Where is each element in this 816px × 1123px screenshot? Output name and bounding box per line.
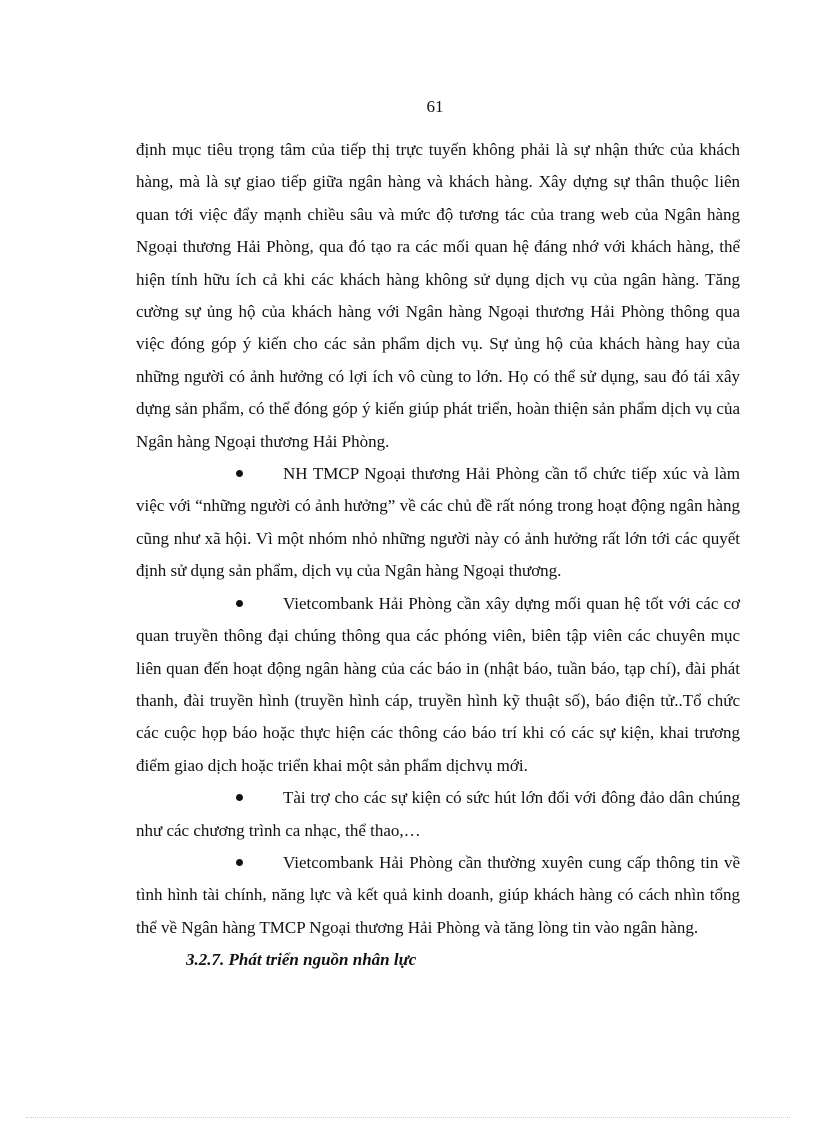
bullet-dot-icon [236, 470, 243, 477]
bullet-text: Vietcombank Hải Phòng cần thường xuyên cung cấp thông tin về tình hình tài chính, năng lực và kết quả kinh doanh, giúp khách hàng có cách nhìn tổng thể về Ngân hàng TMCP Ngoại thương Hải Phòng và tăng lòng tin vào ngân hàng. [136, 852, 740, 937]
page-number: 61 [426, 97, 444, 116]
footer-dotted-rule [26, 1117, 790, 1118]
bullet-paragraph-3 [136, 782, 740, 847]
bullet-paragraph-2 [136, 588, 740, 782]
bullet-text: Vietcombank Hải Phòng cần xây dựng mối quan hệ tốt với các cơ quan truyền thông đại chúng thông qua các phóng viên, biên tập viên các chuyên mục liên quan đến hoạt động ngân hàng của các báo in (nhật báo, tuần báo, tạp chí), đài phát thanh, đài truyền hình (truyền hình cáp, truyền hình kỹ thuật số), báo điện tử..Tổ chức các cuộc họp báo hoặc thực hiện các thông cáo báo trí khi có các sự kiện, khai trương điểm giao dịch hoặc triển khai một sản phẩm dịchvụ mới. [136, 593, 740, 775]
bullet-dot-icon [236, 794, 243, 801]
bullet-dot-icon [236, 600, 243, 607]
bullet-paragraph-1 [136, 458, 740, 588]
bullet-dot-icon [236, 859, 243, 866]
bullet-text: NH TMCP Ngoại thương Hải Phòng cần tổ chức tiếp xúc và làm việc với “những người có ảnh hưởng” về các chủ đề rất nóng trong hoạt động ngân hàng cũng như xã hội. Vì một nhóm nhỏ những người này có ảnh hưởng rất lớn tới các quyết định sử dụng sản phẩm, dịch vụ của Ngân hàng Ngoại thương. [136, 464, 740, 581]
intro-paragraph: định mục tiêu trọng tâm của tiếp thị trực tuyến không phải là sự nhận thức của khách hàng, mà là sự giao tiếp giữa ngân hàng và khách hàng. Xây dựng sự thân thuộc liên quan tới việc đẩy mạnh chiều sâu và mức độ tương tác của trang web của Ngân hàng Ngoại thương Hải Phòng, qua đó tạo ra các mối quan hệ đáng nhớ với khách hàng, thể hiện tính hữu ích cả khi các khách hàng không sử dụng dịch vụ của ngân hàng. Tăng cường sự ủng hộ của khách hàng với Ngân hàng Ngoại thương Hải Phòng thông qua việc đóng góp ý kiến cho các sản phẩm dịch vụ. Sự ủng hộ của khách hàng hay của những người có ảnh hưởng có lợi ích vô cùng to lớn. Họ có thể sử dụng, sau đó tái xây dựng sản phẩm, có thể đóng góp ý kiến giúp phát triển, hoàn thiện sản phẩm dịch vụ của Ngân hàng Ngoại thương Hải Phòng. [136, 140, 740, 451]
bullet-text: Tài trợ cho các sự kiện có sức hút lớn đối với đông đảo dân chúng như các chương trình ca nhạc, thể thao,… [136, 788, 740, 840]
body-text [136, 134, 740, 977]
bullet-paragraph-4 [136, 847, 740, 944]
section-heading: 3.2.7. Phát triển nguồn nhân lực [186, 950, 417, 970]
